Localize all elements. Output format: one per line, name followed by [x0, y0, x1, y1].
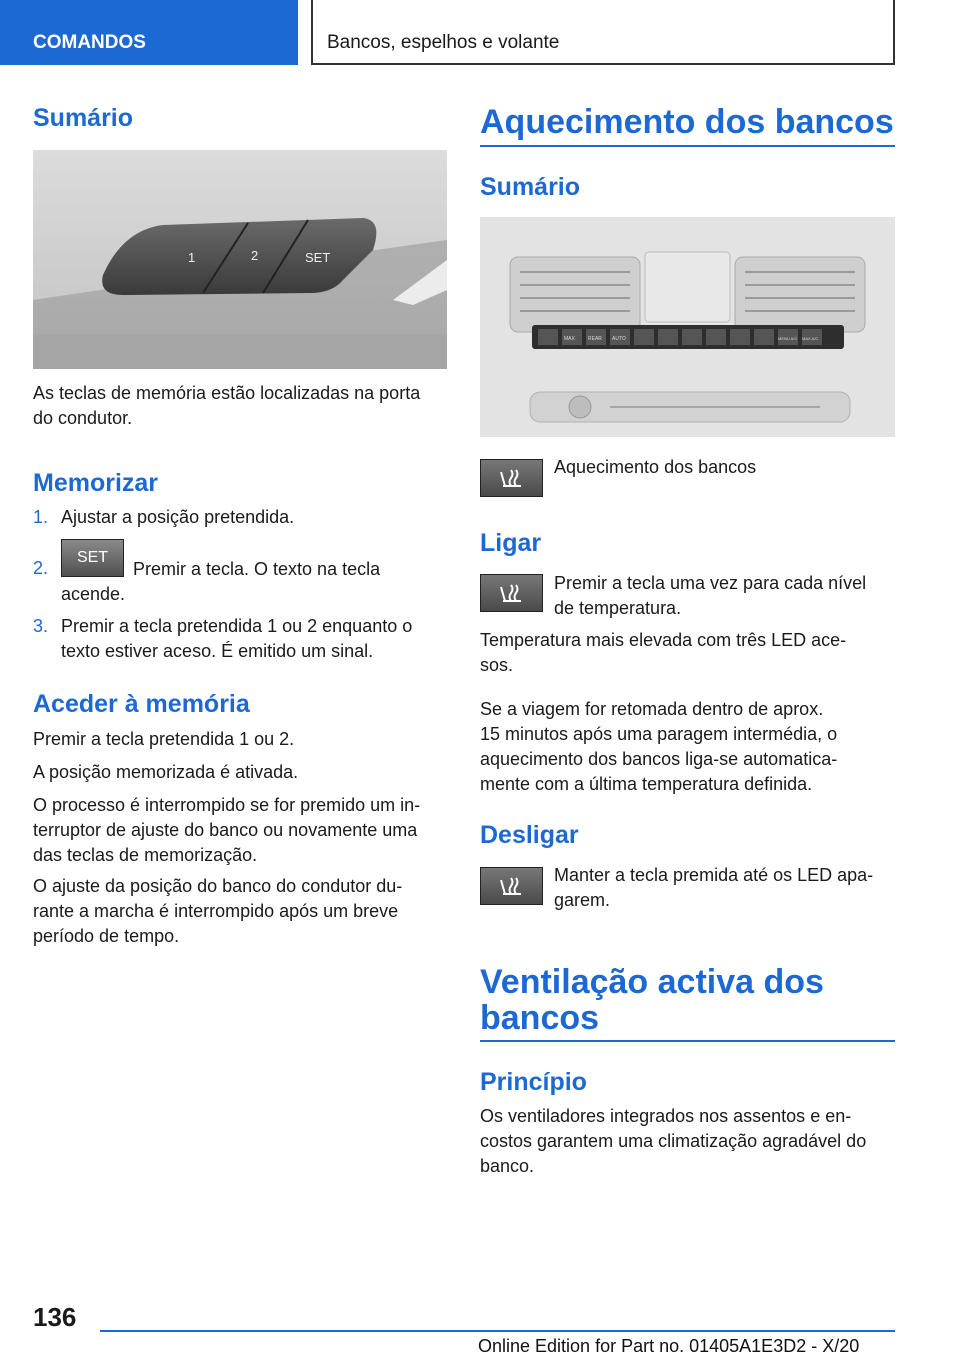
memory-key-set: SET — [305, 250, 331, 265]
seat-heating-icon-on — [480, 574, 543, 612]
on-text: Premir a tecla uma vez para cada nível de temperatura. — [554, 573, 867, 618]
step-2-text: Premir a tecla. O texto na tecla — [133, 559, 381, 579]
access-text-1: Premir a tecla pretendida 1 ou 2. — [33, 729, 295, 749]
panel-label-max-ac: MAX A/C — [802, 336, 819, 341]
edition-text: Online Edition for Part no. 01405A1E3D2 - X/20 — [478, 1336, 860, 1356]
heating-summary-heading: Sumário — [480, 173, 581, 201]
on-heading: Ligar — [480, 529, 542, 557]
seat-heating-heading: Aquecimento dos bancos — [480, 103, 894, 141]
step-2-text-cont: acende. — [61, 584, 126, 604]
step-1: 1. Ajustar a posição pretendida. — [33, 507, 295, 527]
step-3-text-cont: texto estiver aceso. É emitido um sinal. — [61, 641, 374, 661]
panel-label-max: MAX — [564, 336, 575, 342]
memorize-heading: Memorizar — [33, 469, 159, 497]
page-number: 136 — [33, 1302, 77, 1332]
memory-key-1: 1 — [188, 250, 196, 265]
off-heading: Desligar — [480, 821, 579, 849]
heading-rule-2 — [480, 1040, 895, 1042]
active-ventilation-heading: Ventilação activa dos bancos — [480, 963, 824, 1037]
summary-heading: Sumário — [33, 104, 134, 132]
principle-heading: Princípio — [480, 1068, 587, 1096]
chapter-tab: COMANDOS — [0, 0, 298, 65]
on-text-2: Temperatura mais elevada com três LED ace- sos. — [480, 630, 847, 675]
memory-keys-image — [33, 150, 447, 369]
on-text-3: Se a viagem for retomada dentro de aprox. 15 minutos após uma paragem intermédia, o aquecimento dos bancos liga-se automatica- mente com a última temperatura definida. — [480, 699, 838, 794]
access-text-3: O processo é interrompido se for premido um in- terruptor de ajuste do banco ou novamente uma das teclas de memorização. — [33, 795, 421, 865]
access-text-4: O ajuste da posição do banco do condutor du- rante a marcha é interrompido após um breve período de tempo. — [33, 876, 403, 946]
access-text-2: A posição memorizada é ativada. — [33, 762, 299, 782]
section-title: Bancos, espelhos e volante — [311, 0, 895, 65]
panel-label-menu-ac: MENU A/C — [778, 336, 798, 341]
off-text: Manter a tecla premida até os LED apa- garem. — [554, 865, 874, 910]
principle-text: Os ventiladores integrados nos assentos e en- costos garantem uma climatização agradável do banco. — [480, 1106, 867, 1176]
step-3: 3. Premir a tecla pretendida 1 ou 2 enquanto o — [33, 616, 413, 636]
panel-label-auto: AUTO — [612, 336, 626, 342]
panel-label-rear: REAR — [588, 336, 602, 342]
step-2-number: 2. — [33, 558, 49, 578]
summary-text: As teclas de memória estão localizadas na porta do condutor. — [33, 383, 421, 428]
heading-rule — [480, 145, 895, 147]
memory-key-2: 2 — [251, 248, 259, 263]
climate-panel-image — [480, 217, 895, 437]
set-key-icon: SET — [61, 539, 124, 577]
footer-rule — [100, 1330, 895, 1332]
heating-caption: Aquecimento dos bancos — [554, 457, 757, 477]
seat-heating-icon-off — [480, 867, 543, 905]
seat-heating-icon — [480, 459, 543, 497]
access-memory-heading: Aceder à memória — [33, 690, 250, 718]
